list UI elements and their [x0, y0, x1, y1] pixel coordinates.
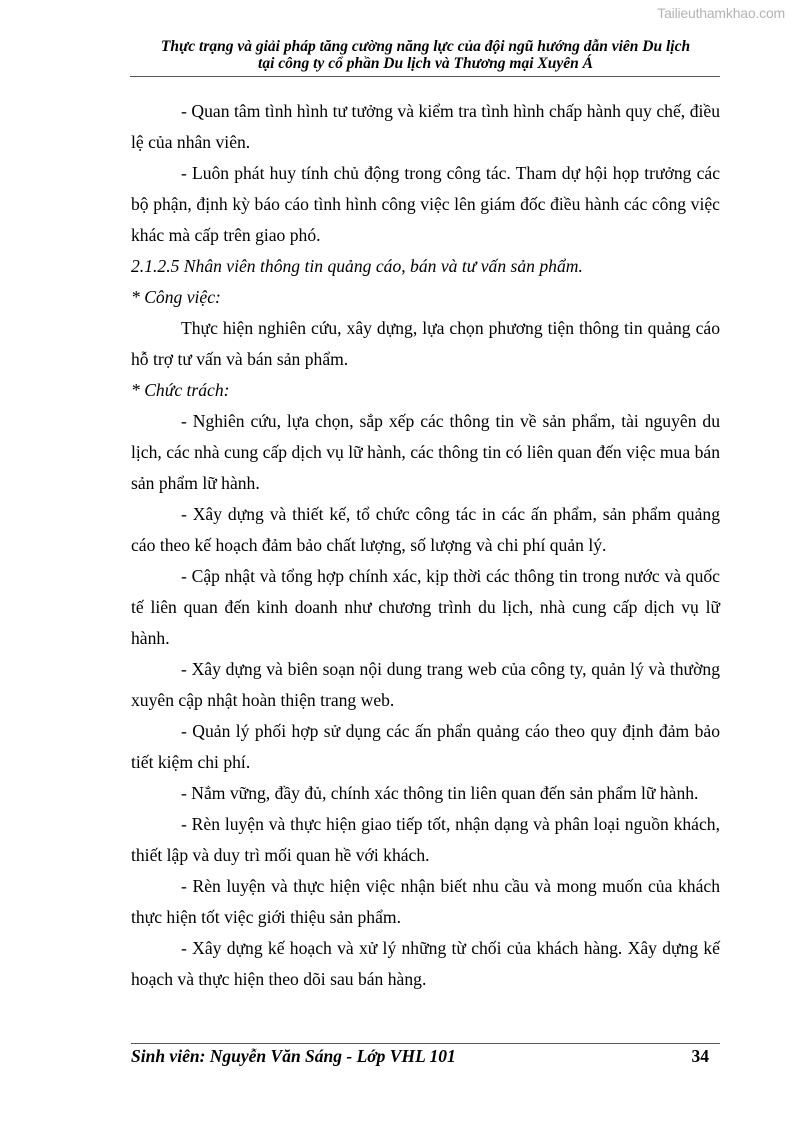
paragraph: - Luôn phát huy tính chủ động trong công tác. Tham dự hội họp trưởng các bộ phận, định kỳ báo cáo tình hình công việc lên giám đốc điều hành các công việc khác mà cấp trên giao phó. [131, 163, 720, 245]
paragraph: - Nghiên cứu, lựa chọn, sắp xếp các thông tin về sản phẩm, tài nguyên du lịch, các nhà cung cấp dịch vụ lữ hành, các thông tin có liên quan đến việc mua bán sản phẩm lữ hành. [131, 411, 720, 493]
paragraph: - Xây dựng và biên soạn nội dung trang web của công ty, quản lý và thường xuyên cập nhật hoàn thiện trang web. [131, 659, 720, 710]
paragraph: - Rèn luyện và thực hiện việc nhận biết nhu cầu và mong muốn của khách thực hiện tốt việc giới thiệu sản phẩm. [131, 876, 720, 927]
page-number: 34 [691, 1046, 709, 1066]
subheading-cong-viec: * Công việc: [131, 287, 221, 307]
paragraph: Thực hiện nghiên cứu, xây dựng, lựa chọn phương tiện thông tin quảng cáo hỗ trợ tư vấn và bán sản phẩm. [131, 318, 720, 369]
paragraph: - Xây dựng và thiết kế, tổ chức công tác in các ấn phẩm, sản phẩm quảng cáo theo kế hoạch đảm bảo chất lượng, số lượng và chi phí quản lý. [131, 504, 720, 555]
footer-divider [131, 1043, 720, 1044]
paragraph: - Quản lý phối hợp sử dụng các ấn phẩn quảng cáo theo quy định đảm bảo tiết kiệm chi phí. [131, 721, 720, 772]
paragraph: - Cập nhật và tổng hợp chính xác, kịp thời các thông tin trong nước và quốc tế liên quan đến kinh doanh như chương trình du lịch, nhà cung cấp dịch vụ lữ hành. [131, 566, 720, 648]
paragraph: - Quan tâm tình hình tư tưởng và kiểm tra tình hình chấp hành quy chế, điều lệ của nhân viên. [131, 101, 720, 152]
document-body [131, 96, 720, 995]
paragraph: - Nắm vững, đầy đủ, chính xác thông tin liên quan đến sản phẩm lữ hành. [181, 783, 699, 803]
header-line-2: tại công ty cổ phần Du lịch và Thương mại Xuyên Á [258, 55, 593, 72]
subheading-chuc-trach: * Chức trách: [131, 380, 230, 400]
paragraph: - Rèn luyện và thực hiện giao tiếp tốt, nhận dạng và phân loại nguồn khách, thiết lập và duy trì mối quan hề với khách. [131, 814, 720, 865]
running-footer [131, 1046, 709, 1067]
running-header [131, 38, 720, 72]
header-line-1: Thực trạng và giải pháp tăng cường năng lực của đội ngũ hướng dẫn viên Du lịch [160, 38, 691, 55]
watermark: Tailieuthamkhao.com [657, 5, 785, 21]
paragraph: - Xây dựng kế hoạch và xử lý những từ chối của khách hàng. Xây dựng kế hoạch và thực hiện theo dõi sau bán hàng. [131, 938, 720, 989]
footer-student-info: Sinh viên: Nguyễn Văn Sáng - Lớp VHL 101 [131, 1046, 456, 1066]
section-heading: 2.1.2.5 Nhân viên thông tin quảng cáo, bán và tư vấn sản phẩm. [131, 256, 583, 276]
header-divider [130, 76, 720, 77]
